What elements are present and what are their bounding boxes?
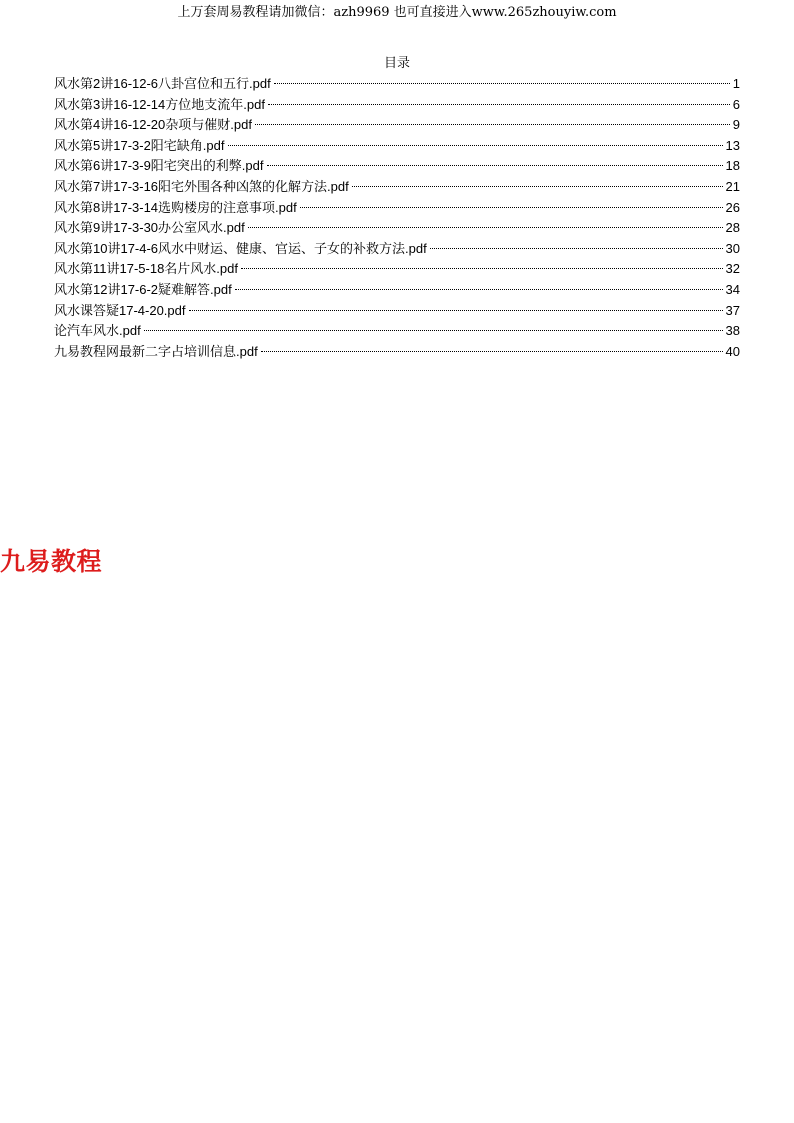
toc-entry-page-number: 18 xyxy=(725,158,740,174)
toc-entry-title[interactable]: 风水第2讲16-12-6八卦宫位和五行.pdf xyxy=(54,76,271,91)
toc-entry-title[interactable]: 论汽车风水.pdf xyxy=(54,323,141,339)
toc-dot-leader xyxy=(430,248,723,249)
toc-entry-title[interactable]: 风水第10讲17-4-6风水中财运、健康、官运、子女的补救方法.pdf xyxy=(54,240,427,256)
toc-entry-title[interactable]: 风水第6讲17-3-9阳宅突出的利弊.pdf xyxy=(54,158,264,174)
toc-dot-leader xyxy=(241,268,723,269)
toc-dot-leader xyxy=(228,145,723,146)
toc-entry-title[interactable]: 风水第7讲17-3-16阳宅外围各种凶煞的化解方法.pdf xyxy=(54,178,349,194)
toc-entry-title[interactable]: 风水课答疑17-4-20.pdf xyxy=(54,302,186,318)
toc-dot-leader xyxy=(352,186,723,187)
watermark-logo: 九易教程 xyxy=(0,548,103,576)
toc-title: 目录 xyxy=(383,55,410,70)
toc-entry[interactable] xyxy=(54,95,740,116)
toc-entry-page-number: 9 xyxy=(732,117,740,133)
toc-dot-leader xyxy=(144,330,723,331)
toc-entry-page-number: 38 xyxy=(725,323,740,339)
toc-entry-title[interactable]: 风水第12讲17-6-2疑难解答.pdf xyxy=(54,281,232,297)
toc-entry[interactable] xyxy=(54,321,740,342)
toc-entry-title[interactable]: 风水第4讲16-12-20杂项与催财.pdf xyxy=(54,117,252,133)
toc-entry-title[interactable]: 风水第3讲16-12-14方位地支流年.pdf xyxy=(54,96,265,112)
toc-entry-page-number: 26 xyxy=(725,199,740,215)
toc-dot-leader xyxy=(261,351,723,352)
toc-entry[interactable] xyxy=(54,342,740,363)
toc-dot-leader xyxy=(235,289,723,290)
toc-dot-leader xyxy=(248,227,723,228)
toc-dot-leader xyxy=(268,104,730,105)
toc-dot-leader xyxy=(274,83,730,84)
toc-entry-title[interactable]: 风水第11讲17-5-18名片风水.pdf xyxy=(54,261,238,277)
toc-entry-page-number: 32 xyxy=(725,261,740,277)
toc-entry[interactable] xyxy=(54,198,740,219)
toc-entry-page-number: 13 xyxy=(725,137,740,153)
toc-entry-page-number: 40 xyxy=(725,343,740,359)
toc-dot-leader xyxy=(300,207,723,208)
toc-entry-title[interactable]: 风水第5讲17-3-2阳宅缺角.pdf xyxy=(54,137,225,153)
toc-entry-page-number: 37 xyxy=(725,302,740,318)
toc-entry[interactable] xyxy=(54,177,740,198)
toc-entry[interactable] xyxy=(54,74,740,95)
toc-entry[interactable] xyxy=(54,136,740,157)
toc-dot-leader xyxy=(267,165,723,166)
toc-entry[interactable] xyxy=(54,239,740,260)
toc-entry-title[interactable]: 风水第8讲17-3-14选购楼房的注意事项.pdf xyxy=(54,199,297,215)
toc-entry-page-number: 30 xyxy=(725,240,740,256)
toc-dot-leader xyxy=(255,124,730,125)
header-note: 上万套周易教程请加微信：azh9969 也可直接进入www.265zhouyiw.com xyxy=(177,5,617,20)
toc-entry[interactable] xyxy=(54,301,740,322)
toc-entry[interactable] xyxy=(54,115,740,136)
toc-entry-page-number: 1 xyxy=(732,76,740,91)
toc-entry[interactable] xyxy=(54,259,740,280)
toc-entry[interactable] xyxy=(54,156,740,177)
toc-list xyxy=(54,74,740,362)
toc-entry-page-number: 6 xyxy=(732,96,740,112)
toc-dot-leader xyxy=(189,310,723,311)
toc-entry-page-number: 34 xyxy=(725,281,740,297)
toc-entry[interactable] xyxy=(54,280,740,301)
toc-entry[interactable] xyxy=(54,218,740,239)
toc-entry-title[interactable]: 九易教程网最新二字占培训信息.pdf xyxy=(54,343,258,359)
toc-entry-page-number: 28 xyxy=(725,220,740,236)
toc-entry-title[interactable]: 风水第9讲17-3-30办公室风水.pdf xyxy=(54,220,245,236)
toc-entry-page-number: 21 xyxy=(725,178,740,194)
